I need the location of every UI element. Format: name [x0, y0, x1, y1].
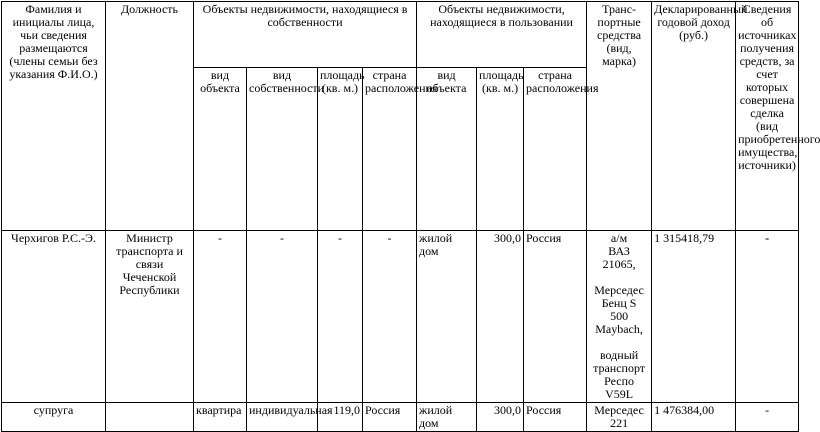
header-transport: Транс-портные средства (вид, марка) — [587, 2, 652, 231]
header-name: Фамилия и инициалы лица, чьи сведения размещаются (члены семьи без указания Ф.И.О.) — [2, 2, 106, 231]
cell-name: супруга — [2, 403, 106, 432]
cell-owned-country: Россия — [363, 403, 417, 432]
cell-owned-type: - — [194, 231, 247, 403]
cell-used-type: жилой дом — [417, 403, 477, 432]
cell-used-area: 300,0 — [477, 231, 524, 403]
cell-transport: Мерседес 221 — [587, 403, 652, 432]
cell-owned-type: квартира — [194, 403, 247, 432]
cell-owned-area: 119,0 — [318, 403, 363, 432]
table-row — [2, 231, 799, 403]
cell-position — [106, 403, 194, 432]
declaration-table — [1, 1, 820, 432]
cell-owned-area: - — [318, 231, 363, 403]
header-income: Декларированный годовой доход (руб.) — [652, 2, 736, 231]
cell-owned-kind: индивидуальная — [247, 403, 318, 432]
subheader-ownership: вид собственности — [247, 68, 318, 231]
cell-used-type: жилой дом — [417, 231, 477, 403]
header-row-main — [2, 2, 799, 68]
subheader-owned-country: страна расположения — [363, 68, 417, 231]
cell-owned-country: - — [363, 231, 417, 403]
subheader-owned-type: вид объекта — [194, 68, 247, 231]
cell-used-country: Россия — [524, 231, 587, 403]
subheader-used-type: вид объекта — [417, 68, 477, 231]
subheader-used-country: страна расположения — [524, 68, 587, 231]
cell-sources: - — [736, 231, 799, 403]
header-sources: Сведения об источниках получения средств, за счет которых совершена сделка (вид приобретенного имущества, источники) — [736, 2, 799, 231]
cell-sources: - — [736, 403, 799, 432]
subheader-used-area: площадь (кв. м.) — [477, 68, 524, 231]
header-position: Должность — [106, 2, 194, 231]
header-used: Объекты недвижимости, находящиеся в пользовании — [417, 2, 587, 68]
subheader-owned-area: площадь (кв. м.) — [318, 68, 363, 231]
table-row — [2, 403, 799, 432]
cell-transport: а/м ВАЗ 21065, Мерседес Бенц S 500 Maybach, водный транспорт Респо V59L — [587, 231, 652, 403]
cell-income: 1 476384,00 — [652, 403, 736, 432]
header-owned: Объекты недвижимости, находящиеся в собственности — [194, 2, 417, 68]
cell-income: 1 315418,79 — [652, 231, 736, 403]
cell-position: Министр транспорта и связи Чеченской Республики — [106, 231, 194, 403]
cell-name: Черхигов Р.С.-Э. — [2, 231, 106, 403]
cell-used-area: 300,0 — [477, 403, 524, 432]
cell-used-country: Россия — [524, 403, 587, 432]
cell-owned-kind: - — [247, 231, 318, 403]
